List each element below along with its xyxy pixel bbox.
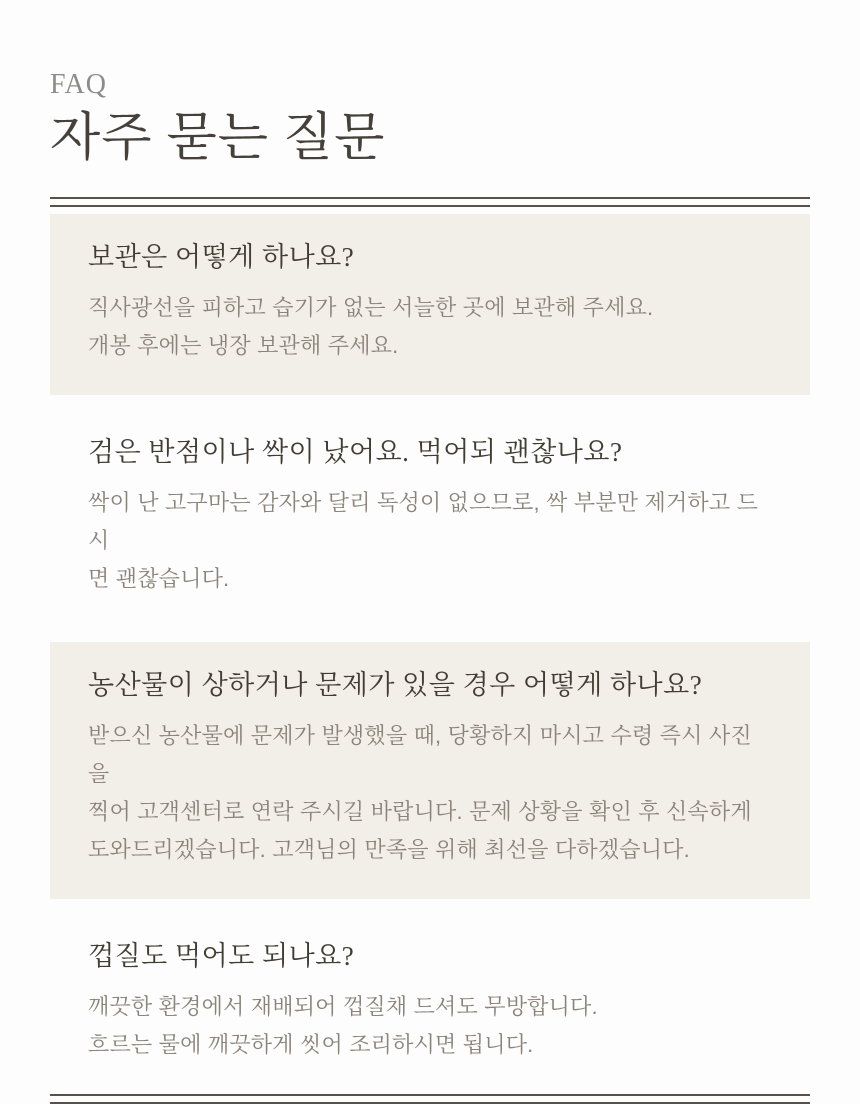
faq-item-storage	[50, 214, 810, 395]
page-title: 자주 묻는 질문	[50, 109, 386, 167]
answer-line: 개봉 후에는 냉장 보관해 주세요.	[88, 332, 399, 358]
bottom-divider	[50, 1094, 810, 1104]
faq-question: 검은 반점이나 싹이 났어요. 먹어되 괜찮나요?	[88, 436, 623, 467]
answer-line: 받으신 농산물에 문제가 발생했을 때, 당황하지 마시고 수령 즉시 사진을	[88, 722, 752, 786]
answer-line: 면 괜찮습니다.	[88, 565, 230, 591]
answer-line: 찍어 고객센터로 연락 주시길 바랍니다. 문제 상황을 확인 후 신속하게	[88, 798, 752, 824]
faq-list	[50, 214, 810, 1094]
faq-label: FAQ	[50, 69, 107, 100]
top-divider	[50, 197, 810, 207]
faq-answer	[88, 988, 770, 1064]
faq-item-peel	[50, 913, 810, 1094]
faq-answer	[88, 484, 770, 598]
answer-line: 도와드리겠습니다. 고객님의 만족을 위해 최선을 다하겠습니다.	[88, 836, 690, 862]
answer-line: 직사광선을 피하고 습기가 없는 서늘한 곳에 보관해 주세요.	[88, 294, 654, 320]
answer-line: 흐르는 물에 깨끗하게 씻어 조리하시면 됩니다.	[88, 1031, 534, 1057]
faq-question: 농산물이 상하거나 문제가 있을 경우 어떻게 하나요?	[88, 669, 703, 700]
faq-item-sprouts	[50, 409, 810, 628]
answer-line: 싹이 난 고구마는 감자와 달리 독성이 없으므로, 싹 부분만 제거하고 드시	[88, 489, 759, 553]
faq-answer	[88, 289, 770, 365]
answer-line: 깨끗한 환경에서 재배되어 껍질채 드셔도 무방합니다.	[88, 993, 598, 1019]
faq-question: 보관은 어떻게 하나요?	[88, 241, 355, 272]
faq-question: 껍질도 먹어도 되나요?	[88, 940, 355, 971]
faq-item-damaged-produce	[50, 642, 810, 899]
faq-answer	[88, 717, 770, 869]
